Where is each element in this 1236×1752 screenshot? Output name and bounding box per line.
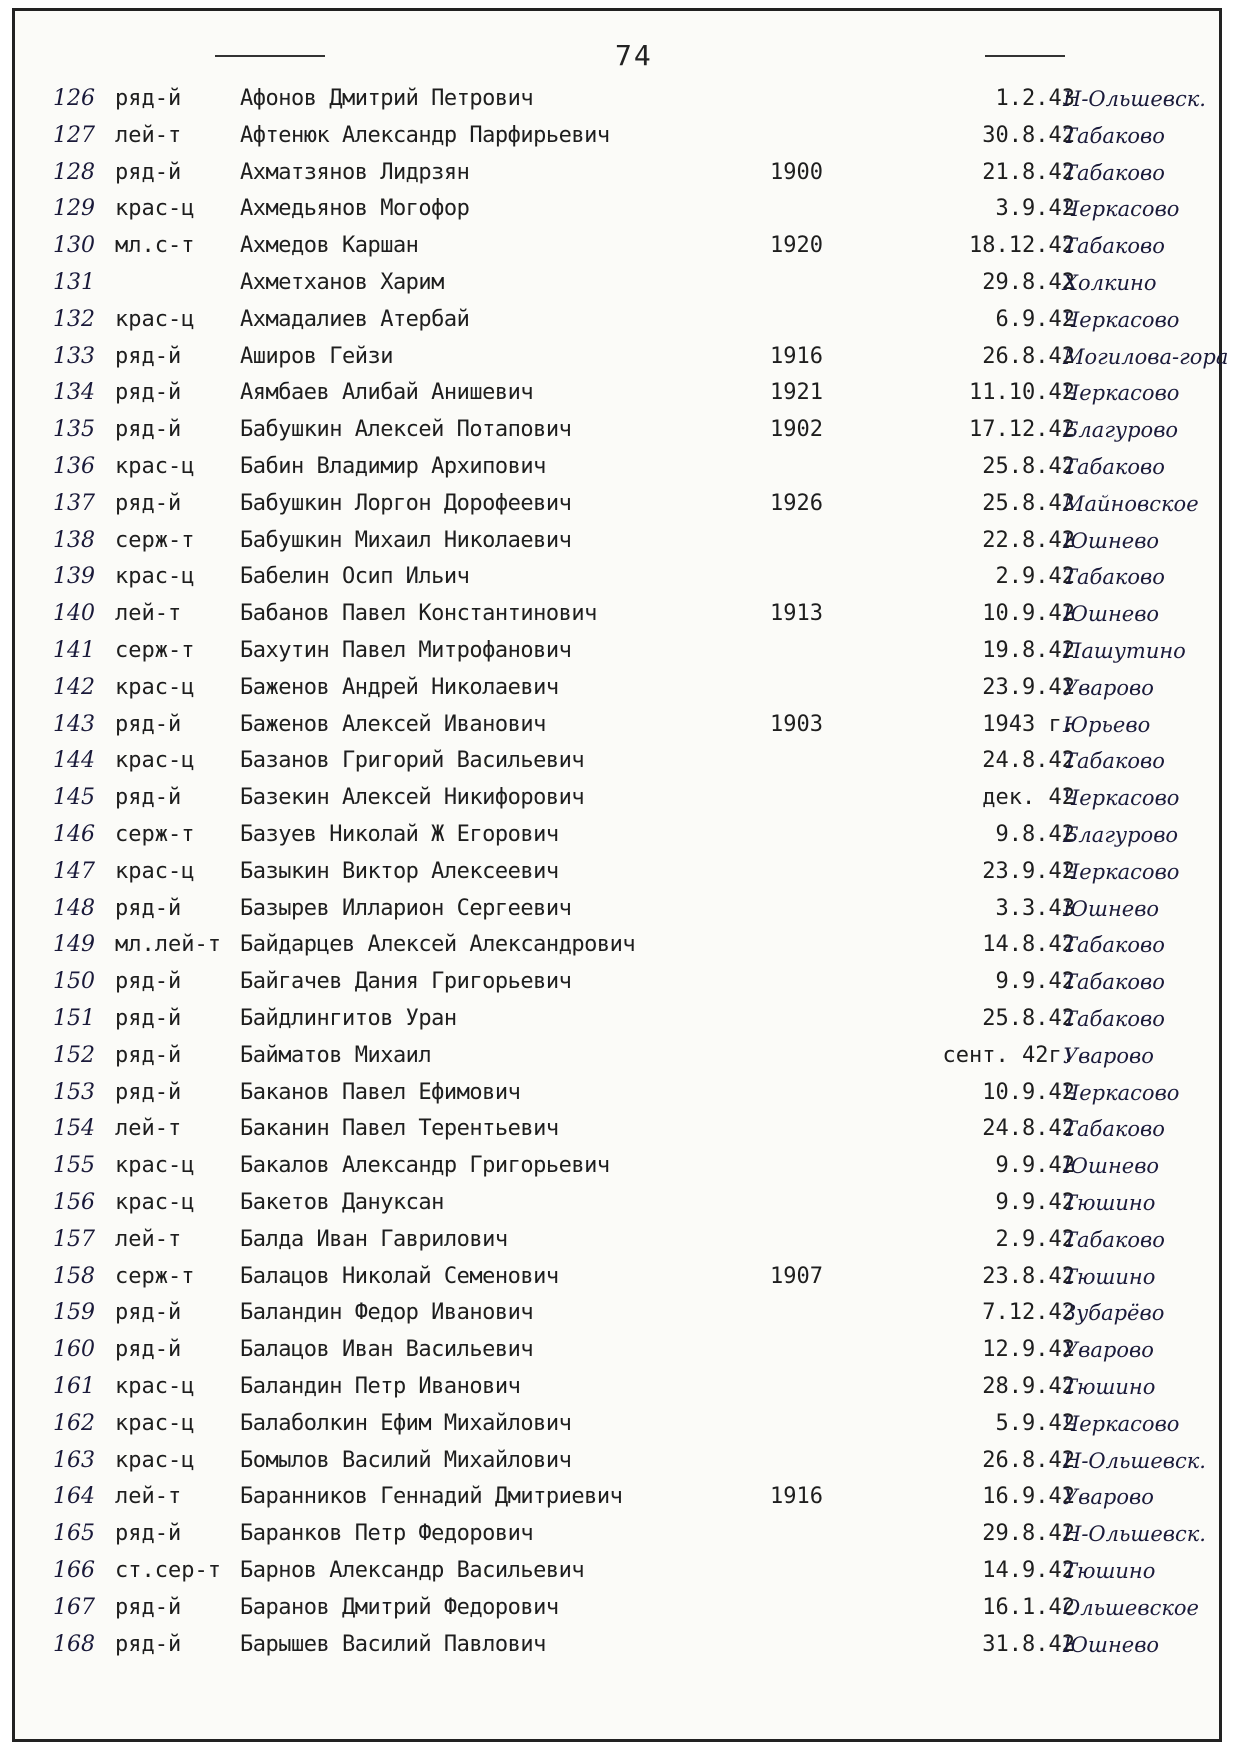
row-rank: крас-ц: [115, 748, 195, 774]
row-year: 1900: [770, 159, 823, 185]
table-row: [15, 339, 1229, 375]
table-row: [15, 265, 1219, 301]
row-rank: серж-т: [115, 527, 195, 553]
row-rank: ряд-й: [115, 785, 182, 811]
row-rank: ряд-й: [115, 490, 182, 516]
row-rank: лей-т: [115, 122, 182, 148]
row-date: дек. 42: [982, 785, 1075, 811]
table-row: [15, 891, 1219, 927]
row-date: 1.2.43: [995, 86, 1075, 111]
row-name: Афтенюк Александр Парфирьевич: [240, 122, 610, 148]
row-place: Табаково: [1063, 1007, 1165, 1031]
row-name: Бакетов Дануксан: [240, 1190, 444, 1215]
table-row: [15, 1259, 1219, 1295]
row-rank: крас-ц: [115, 1374, 195, 1399]
header-mark-left: [215, 55, 325, 57]
table-row: [15, 1185, 1219, 1221]
row-num: 134: [53, 380, 95, 406]
row-name: Ахмедов Каршан: [240, 233, 419, 259]
row-name: Базуев Николай Ж Егорович: [240, 822, 559, 847]
row-place: Уварово: [1063, 675, 1154, 700]
row-place: Табаково: [1063, 1117, 1165, 1142]
row-date: 26.8.42: [982, 1447, 1075, 1473]
row-date: 16.1.42: [982, 1594, 1075, 1620]
row-name: Барышев Василий Павлович: [240, 1631, 546, 1657]
row-name: Баранников Геннадий Дмитриевич: [240, 1484, 623, 1510]
row-date: 23.8.42: [982, 1263, 1075, 1289]
row-num: 162: [53, 1410, 95, 1436]
row-place: Юшнево: [1063, 1154, 1160, 1179]
row-name: Бакалов Александр Григорьевич: [240, 1153, 610, 1179]
row-num: 160: [53, 1337, 95, 1363]
row-date: 23.9.42: [982, 858, 1075, 884]
row-rank: крас-ц: [115, 674, 195, 700]
row-place: Черкасово: [1063, 381, 1180, 406]
table-row: [15, 1332, 1219, 1368]
row-num: 132: [53, 306, 95, 332]
row-place: Юшнево: [1063, 602, 1160, 627]
table-row: [15, 191, 1219, 227]
row-name: Баженов Андрей Николаевич: [240, 674, 559, 700]
table-row: [15, 155, 1219, 191]
row-name: Байдлингитов Уран: [240, 1006, 457, 1031]
row-num: 165: [53, 1521, 95, 1547]
row-num: 135: [53, 417, 95, 443]
row-place: Табаково: [1063, 123, 1165, 148]
row-rank: ряд-й: [115, 969, 182, 995]
row-rank: крас-ц: [115, 858, 195, 884]
row-date: 29.8.42: [982, 270, 1075, 295]
table-row: [15, 1222, 1219, 1258]
table-row: [15, 1001, 1219, 1037]
row-date: 16.9.42: [982, 1484, 1075, 1510]
table-row: [15, 1590, 1219, 1626]
row-date: 7.12.42: [982, 1300, 1075, 1326]
row-num: 163: [53, 1447, 95, 1473]
row-rank: серж-т: [115, 822, 195, 847]
row-year: 1903: [770, 711, 823, 737]
row-rank: крас-ц: [115, 1410, 195, 1436]
row-date: 2.9.42: [995, 564, 1075, 590]
row-place: Тюшино: [1063, 1559, 1156, 1583]
row-place: Майновское: [1063, 491, 1199, 516]
table-row: [15, 302, 1219, 338]
row-name: Базекин Алексей Никифорович: [240, 785, 585, 811]
row-date: 24.8.42: [982, 1116, 1075, 1142]
row-num: 156: [53, 1190, 95, 1215]
row-rank: крас-ц: [115, 196, 195, 222]
row-place: Холкино: [1063, 271, 1157, 295]
row-num: 151: [53, 1006, 95, 1031]
table-row: [15, 633, 1219, 669]
row-num: 136: [53, 454, 95, 479]
row-year: 1926: [770, 490, 823, 516]
table-row: [15, 817, 1219, 853]
table-row: [15, 1553, 1219, 1589]
table-row: [15, 1479, 1219, 1515]
row-num: 139: [53, 564, 95, 590]
row-name: Ахмадалиев Атербай: [240, 306, 470, 332]
row-place: Табаково: [1063, 749, 1165, 774]
row-num: 153: [53, 1079, 95, 1105]
row-place: Тюшино: [1063, 1264, 1156, 1289]
row-num: 137: [53, 490, 95, 516]
row-place: Табаково: [1063, 455, 1165, 479]
row-rank: крас-ц: [115, 564, 195, 590]
row-place: Н-Ольшевск.: [1063, 1522, 1206, 1547]
row-place: Черкасово: [1063, 307, 1180, 332]
table-row: [15, 449, 1219, 485]
row-rank: крас-ц: [115, 1447, 195, 1473]
row-name: Барнов Александр Васильевич: [240, 1558, 585, 1583]
row-rank: серж-т: [115, 1263, 195, 1289]
row-num: 131: [53, 270, 95, 295]
row-date: 26.8.42: [982, 343, 1075, 369]
row-num: 149: [53, 932, 95, 958]
row-rank: ряд-й: [115, 86, 182, 111]
row-rank: крас-ц: [115, 454, 195, 479]
row-date: 3.9.42: [995, 196, 1075, 222]
row-year: 1913: [770, 601, 823, 627]
row-num: 152: [53, 1042, 95, 1068]
row-date: 10.9.42: [982, 601, 1075, 627]
table-row: [15, 596, 1219, 632]
row-date: 28.9.42: [982, 1374, 1075, 1399]
row-name: Баканов Павел Ефимович: [240, 1079, 521, 1105]
row-num: 154: [53, 1116, 95, 1142]
row-name: Бомылов Василий Михайлович: [240, 1447, 572, 1473]
row-num: 166: [53, 1558, 95, 1583]
table-row: [15, 927, 1219, 963]
row-num: 141: [53, 638, 95, 663]
row-name: Байгачев Дания Григорьевич: [240, 969, 572, 995]
row-name: Бабин Владимир Архипович: [240, 454, 546, 479]
table-row: [15, 228, 1219, 264]
row-date: 25.8.42: [982, 454, 1075, 479]
row-date: 9.9.42: [995, 1153, 1075, 1179]
row-date: 1943 г.: [982, 711, 1075, 737]
row-name: Балда Иван Гаврилович: [240, 1226, 508, 1252]
row-place: Черкасово: [1063, 786, 1180, 811]
row-num: 133: [53, 343, 95, 369]
row-date: 19.8.42: [982, 638, 1075, 663]
table-row: [15, 81, 1219, 117]
row-num: 158: [53, 1263, 95, 1289]
row-rank: ряд-й: [115, 417, 182, 443]
row-date: 2.9.42: [995, 1226, 1075, 1252]
row-place: Табаково: [1063, 234, 1165, 259]
row-rank: крас-ц: [115, 1190, 195, 1215]
row-place: Табаково: [1063, 970, 1165, 995]
row-num: 148: [53, 895, 95, 921]
row-name: Бабушкин Михаил Николаевич: [240, 527, 572, 553]
row-name: Афонов Дмитрий Петрович: [240, 86, 534, 111]
row-date: 22.8.42: [982, 527, 1075, 553]
row-name: Баландин Петр Иванович: [240, 1374, 521, 1399]
row-num: 167: [53, 1594, 95, 1620]
row-place: Могилова-гора: [1063, 344, 1229, 369]
row-year: 1916: [770, 1484, 823, 1510]
row-name: Баранов Дмитрий Федорович: [240, 1594, 559, 1620]
row-place: Юшнево: [1063, 528, 1160, 553]
table-row: [15, 707, 1219, 743]
row-year: 1920: [770, 233, 823, 259]
row-name: Базанов Григорий Васильевич: [240, 748, 585, 774]
row-place: Табаково: [1063, 160, 1165, 185]
row-date: 21.8.42: [982, 159, 1075, 185]
row-rank: ряд-й: [115, 711, 182, 737]
row-name: Бабушкин Лоргон Дорофеевич: [240, 490, 572, 516]
document-sheet: [12, 8, 1229, 1742]
table-row: [15, 523, 1219, 559]
row-date: 9.8.42: [995, 822, 1075, 847]
table-row: [15, 1295, 1219, 1331]
row-name: Баканин Павел Терентьевич: [240, 1116, 559, 1142]
row-num: 161: [53, 1374, 95, 1399]
row-rank: ряд-й: [115, 1521, 182, 1547]
row-rank: мл.лей-т: [115, 932, 221, 958]
row-num: 164: [53, 1484, 95, 1510]
row-place: Зубарёво: [1063, 1301, 1165, 1326]
row-place: Табаково: [1063, 933, 1165, 958]
row-place: Черкасово: [1063, 1411, 1180, 1436]
row-place: Юшнево: [1063, 1632, 1160, 1657]
row-num: 147: [53, 858, 95, 884]
row-num: 128: [53, 159, 95, 185]
row-num: 144: [53, 748, 95, 774]
row-name: Базырев Илларион Сергеевич: [240, 895, 572, 921]
row-year: 1902: [770, 417, 823, 443]
row-date: 14.8.42: [982, 932, 1075, 958]
row-name: Ахматзянов Лидрзян: [240, 159, 470, 185]
row-name: Балацов Иван Васильевич: [240, 1337, 534, 1363]
row-rank: ряд-й: [115, 1594, 182, 1620]
row-name: Балаболкин Ефим Михайлович: [240, 1410, 572, 1436]
table-row: [15, 1516, 1219, 1552]
row-date: 12.9.42: [982, 1337, 1075, 1363]
row-rank: ряд-й: [115, 1079, 182, 1105]
table-row: [15, 559, 1219, 595]
row-name: Ахметханов Харим: [240, 270, 444, 295]
row-rank: ряд-й: [115, 1006, 182, 1031]
row-date: 31.8.42: [982, 1631, 1075, 1657]
row-rank: ряд-й: [115, 1042, 182, 1068]
row-date: 11.10.42: [969, 380, 1075, 406]
row-num: 126: [53, 86, 95, 111]
row-rank: серж-т: [115, 638, 195, 663]
page-number: 74: [615, 39, 653, 72]
row-rank: ряд-й: [115, 1631, 182, 1657]
row-rank: крас-ц: [115, 306, 195, 332]
row-num: 138: [53, 527, 95, 553]
row-date: 3.3.43: [995, 895, 1075, 921]
row-rank: лей-т: [115, 1226, 182, 1252]
table-row: [15, 964, 1219, 1000]
row-rank: лей-т: [115, 1484, 182, 1510]
row-num: 146: [53, 822, 95, 847]
row-name: Бабанов Павел Константинович: [240, 601, 597, 627]
row-num: 130: [53, 233, 95, 259]
row-name: Баранков Петр Федорович: [240, 1521, 534, 1547]
row-date: 5.9.42: [995, 1410, 1075, 1436]
row-name: Бабелин Осип Ильич: [240, 564, 470, 590]
row-name: Баженов Алексей Иванович: [240, 711, 546, 737]
table-row: [15, 743, 1219, 779]
row-rank: мл.с-т: [115, 233, 195, 259]
table-row: [15, 854, 1219, 890]
row-name: Ахмедьянов Могофор: [240, 196, 470, 222]
row-rank: ряд-й: [115, 159, 182, 185]
row-rank: ряд-й: [115, 380, 182, 406]
row-num: 168: [53, 1631, 95, 1657]
row-year: 1916: [770, 343, 823, 369]
row-year: 1921: [770, 380, 823, 406]
row-num: 150: [53, 969, 95, 995]
row-place: Благурово: [1063, 418, 1179, 443]
row-num: 143: [53, 711, 95, 737]
row-name: Баландин Федор Иванович: [240, 1300, 534, 1326]
row-date: 30.8.42: [982, 122, 1075, 148]
header-mark-right: [985, 55, 1065, 57]
row-place: Уварово: [1063, 1485, 1154, 1510]
row-date: 18.12.42: [969, 233, 1075, 259]
row-date: 25.8.42: [982, 1006, 1075, 1031]
row-place: Черкасово: [1063, 197, 1180, 222]
table-row: [15, 1148, 1219, 1184]
row-num: 129: [53, 196, 95, 222]
row-place: Юшнево: [1063, 896, 1160, 921]
table-row: [15, 1406, 1219, 1442]
row-rank: ряд-й: [115, 1300, 182, 1326]
row-name: Аширов Гейзи: [240, 343, 393, 369]
row-name: Балацов Николай Семенович: [240, 1263, 559, 1289]
row-place: Благурово: [1063, 823, 1179, 847]
row-num: 159: [53, 1300, 95, 1326]
row-name: Аямбаев Алибай Анишевич: [240, 380, 534, 406]
row-name: Байдарцев Алексей Александрович: [240, 932, 636, 958]
row-rank: лей-т: [115, 1116, 182, 1142]
table-row: [15, 780, 1219, 816]
row-date: 17.12.42: [969, 417, 1075, 443]
row-name: Базыкин Виктор Алексеевич: [240, 858, 559, 884]
row-num: 157: [53, 1226, 95, 1252]
row-date: 9.9.42: [995, 1190, 1075, 1215]
row-place: Н-Ольшевск.: [1063, 1448, 1206, 1473]
row-date: 24.8.42: [982, 748, 1075, 774]
row-place: Уварово: [1063, 1043, 1154, 1068]
table-row: [15, 1038, 1219, 1074]
row-date: 9.9.42: [995, 969, 1075, 995]
row-date: сент. 42г.: [942, 1042, 1075, 1068]
row-date: 29.8.42: [982, 1521, 1075, 1547]
row-place: Н-Ольшевск.: [1063, 87, 1206, 111]
row-place: Уварово: [1063, 1338, 1154, 1363]
row-rank: ряд-й: [115, 895, 182, 921]
row-place: Тюшино: [1063, 1191, 1156, 1215]
table-row: [15, 1075, 1219, 1111]
row-num: 155: [53, 1153, 95, 1179]
row-rank: крас-ц: [115, 1153, 195, 1179]
table-row: [15, 1627, 1219, 1663]
row-name: Бахутин Павел Митрофанович: [240, 638, 572, 663]
row-place: Пашутино: [1063, 639, 1186, 663]
table-row: [15, 1369, 1219, 1405]
row-date: 23.9.42: [982, 674, 1075, 700]
row-place: Табаково: [1063, 565, 1165, 590]
row-rank: ряд-й: [115, 1337, 182, 1363]
row-rank: ст.сер-т: [115, 1558, 221, 1583]
row-num: 142: [53, 674, 95, 700]
table-row: [15, 1443, 1219, 1479]
row-date: 6.9.42: [995, 306, 1075, 332]
row-place: Тюшино: [1063, 1375, 1156, 1399]
table-row: [15, 412, 1219, 448]
row-num: 140: [53, 601, 95, 627]
table-row: [15, 670, 1219, 706]
table-row: [15, 375, 1219, 411]
row-name: Байматов Михаил: [240, 1042, 432, 1068]
row-place: Ольшевское: [1063, 1595, 1199, 1620]
row-num: 145: [53, 785, 95, 811]
row-num: 127: [53, 122, 95, 148]
row-date: 14.9.42: [982, 1558, 1075, 1583]
row-year: 1907: [770, 1263, 823, 1289]
table-row: [15, 486, 1219, 522]
row-date: 10.9.42: [982, 1079, 1075, 1105]
row-date: 25.8.42: [982, 490, 1075, 516]
row-place: Черкасово: [1063, 1080, 1180, 1105]
row-name: Бабушкин Алексей Потапович: [240, 417, 572, 443]
row-rank: лей-т: [115, 601, 182, 627]
table-row: [15, 1111, 1219, 1147]
row-place: Черкасово: [1063, 859, 1180, 884]
row-rank: ряд-й: [115, 343, 182, 369]
row-place: Табаково: [1063, 1227, 1165, 1252]
table-row: [15, 118, 1219, 154]
row-place: Юрьево: [1063, 712, 1151, 737]
